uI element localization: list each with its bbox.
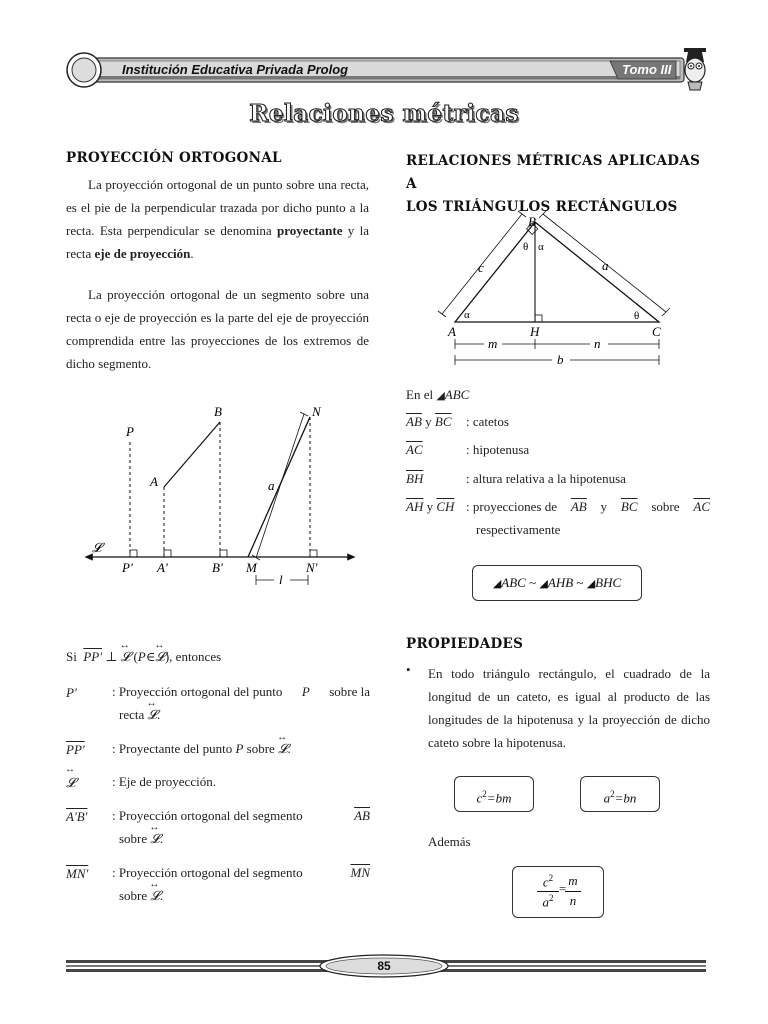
row-altura-key: $\overline{BH}$ bbox=[406, 471, 424, 486]
row-proyecciones-text: : proyecciones de $\overline{AB}$ y $\overline{BC}$ sobre $\overline{AC}$ respectivamente bbox=[466, 499, 710, 537]
def-key-mn-prime: MN' bbox=[66, 866, 89, 881]
tri-label-side-a: a bbox=[602, 258, 609, 273]
right-triangle-figure bbox=[420, 210, 680, 370]
def-text-a-prime-b-prime: : Proyección ortogonal del segmento $\overline{AB}$ sobre ↔ 𝓛. bbox=[112, 804, 370, 850]
label-a-length: a bbox=[268, 478, 275, 493]
row-catetos-key: $\overline{AB}$ y $\overline{BC}$ bbox=[406, 414, 452, 429]
tri-label-b: B bbox=[528, 214, 536, 229]
def-text-pp-prime: : Proyectante del punto P sobre ↔ 𝓛. bbox=[112, 737, 370, 760]
section-title-relaciones: RELACIONES MÉTRICAS APLICADAS A LOS TRIÁNGULOS RECTÁNGULOS bbox=[406, 153, 701, 215]
def-text-l: : Eje de proyección. bbox=[112, 774, 216, 789]
tri-label-side-c: c bbox=[478, 260, 484, 275]
formula-c-squared: $c^2=bm$ bbox=[454, 776, 534, 812]
segment-ab bbox=[164, 422, 220, 487]
def-key-l: ↔ 𝓛 bbox=[66, 775, 75, 791]
si-statement: Si PP' ⊥ ↔ 𝓛 (P∈↔ 𝓛), entonces bbox=[66, 645, 221, 668]
label-b-prime: B' bbox=[212, 560, 223, 575]
def-key-p-prime: P' bbox=[66, 685, 77, 700]
tri-label-alpha-top: α bbox=[538, 241, 544, 253]
label-axis-l: 𝓛 bbox=[92, 540, 102, 555]
tri-label-alpha-a: α bbox=[464, 309, 470, 321]
tri-label-h: H bbox=[530, 324, 540, 339]
owl-mascot-icon bbox=[684, 48, 706, 90]
label-a-prime: A' bbox=[157, 560, 168, 575]
label-n-prime: N' bbox=[306, 560, 318, 575]
label-b: B bbox=[214, 404, 222, 419]
row-proyecciones-key: $\overline{AH}$ y $\overline{CH}$ bbox=[406, 499, 455, 514]
formula-a-squared: $a^2=bn$ bbox=[580, 776, 660, 812]
tri-label-c: C bbox=[652, 324, 661, 339]
label-n: N bbox=[312, 404, 321, 419]
institution-name: Institución Educativa Privada Prolog bbox=[122, 62, 349, 77]
projection-figure bbox=[80, 400, 370, 600]
tri-label-m: m bbox=[488, 336, 498, 351]
row-catetos-text: : catetos bbox=[466, 414, 509, 429]
ademas-label: Además bbox=[428, 834, 471, 849]
tri-label-theta-c: θ bbox=[634, 310, 640, 322]
paragraph-proyeccion-segmento: La proyección ortogonal de un segmento sobre una recta o eje de proyección es la parte del eje de proyección comprendida entre las proyecciones de los extremos de dicho segmento. bbox=[66, 287, 369, 371]
def-text-p-prime: : Proyección ortogonal del punto P sobre la recta ↔ 𝓛. bbox=[112, 680, 370, 726]
volume-label: Tomo III bbox=[622, 62, 672, 77]
section-title-proyeccion: PROYECCIÓN ORTOGONAL bbox=[66, 150, 282, 166]
label-m: M bbox=[246, 560, 257, 575]
propiedad-cateto: En todo triángulo rectángulo, el cuadrado de la longitud de un cateto, es igual al producto de las longitudes de la hipotenusa y la proyección de dicho cateto sobre la hipotenusa. bbox=[428, 666, 710, 750]
en-el-triangle: En el ◢ABC bbox=[406, 387, 470, 402]
segment-mn bbox=[248, 417, 310, 557]
label-l: l bbox=[279, 572, 283, 587]
similarity-box: ◢ABC ~ ◢AHB ~ ◢BHC bbox=[472, 565, 642, 601]
label-p-prime: P' bbox=[122, 560, 133, 575]
row-hipotenusa-key: $\overline{AC}$ bbox=[406, 442, 423, 457]
bullet-dot-icon: • bbox=[406, 662, 411, 677]
page-number: 85 bbox=[377, 959, 391, 973]
label-p: P bbox=[126, 424, 134, 439]
section-title-propiedades: PROPIEDADES bbox=[406, 636, 524, 652]
paragraph-proyeccion-punto: La proyección ortogonal de un punto sobre una recta, es el pie de la perpendicular trazada por dicho punto a la recta. Esta perpendicular se denomina proyectante y la recta eje de proyección. bbox=[66, 177, 369, 261]
row-hipotenusa-text: : hipotenusa bbox=[466, 442, 530, 457]
def-key-a-prime-b-prime: A'B' bbox=[66, 809, 88, 824]
tri-label-n: n bbox=[594, 336, 601, 351]
label-a: A bbox=[150, 474, 158, 489]
school-logo-icon bbox=[70, 56, 98, 84]
tri-label-theta-top: θ bbox=[523, 241, 529, 253]
tri-label-b-side: b bbox=[557, 352, 564, 367]
def-key-pp-prime: PP' bbox=[66, 742, 85, 757]
tri-label-a: A bbox=[448, 324, 456, 339]
row-altura-text: : altura relativa a la hipotenusa bbox=[466, 471, 626, 486]
formula-ratio: $c^2$ $a^2$ = m n bbox=[512, 866, 604, 918]
page-title: Relaciones métricas bbox=[249, 100, 519, 127]
def-text-mn-prime: : Proyección ortogonal del segmento $\overline{MN}$ sobre ↔ 𝓛. bbox=[112, 861, 370, 907]
